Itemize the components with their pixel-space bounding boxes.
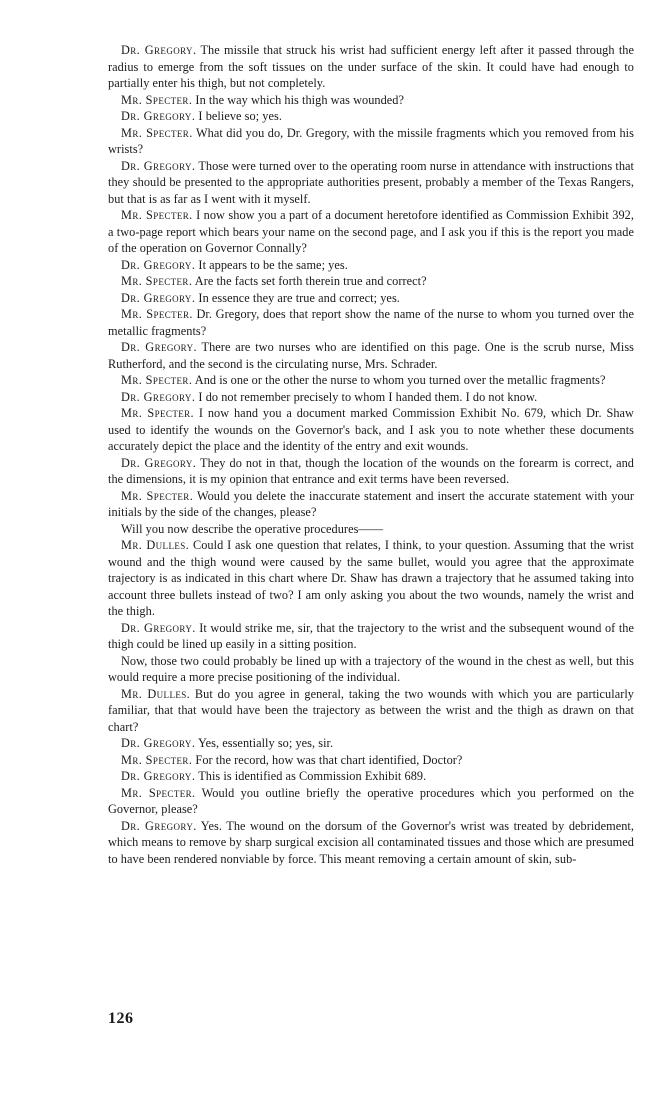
testimony-paragraph bbox=[108, 405, 634, 455]
testimony-text: I now hand you a document marked Commission Exhibit No. 679, which Dr. Shaw used to identify the wounds on the Governor's back, and I ask you to note whether these documents accurately depict the place and the identity of the entry and exit wounds. bbox=[108, 406, 634, 453]
testimony-text: What did you do, Dr. Gregory, with the missile fragments which you removed from his wrists? bbox=[108, 125, 634, 156]
speaker-name: Mr. Specter. bbox=[121, 752, 193, 767]
testimony-text: For the record, how was that chart identified, Doctor? bbox=[192, 752, 463, 767]
testimony-paragraph bbox=[108, 455, 634, 488]
testimony-paragraph bbox=[108, 735, 634, 752]
speaker-name: Mr. Specter. bbox=[121, 785, 196, 800]
testimony-paragraph bbox=[108, 620, 634, 653]
speaker-name: Mr. Specter. bbox=[121, 406, 195, 420]
speaker-name: Mr. Specter. bbox=[121, 208, 193, 222]
speaker-name: Mr. Dulles. bbox=[121, 686, 191, 701]
testimony-text: Are the facts set forth therein true and correct? bbox=[192, 274, 427, 288]
testimony-paragraph bbox=[108, 686, 634, 736]
testimony-paragraph bbox=[108, 158, 634, 208]
testimony-text: I now show you a part of a document heretofore identified as Commission Exhibit 392, a two-page report which bears your name on the second page, and I ask you if this is the report you made of the operation on Governor Connally? bbox=[108, 208, 634, 255]
speaker-name: Mr. Specter. bbox=[121, 488, 194, 503]
testimony-paragraph bbox=[108, 92, 634, 109]
speaker-name: Dr. Gregory. bbox=[121, 290, 196, 305]
testimony-text: They do not in that, though the location of the wounds on the forearm is correct, and the dimensions, it is my opinion that entrance and exit terms have been reversed. bbox=[108, 455, 634, 486]
testimony-text: But do you agree in general, taking the two wounds with which you are particularly familiar, that that would have been the trajectory as between the wrist and the thigh as drawn on that chart? bbox=[108, 686, 635, 734]
testimony-paragraph bbox=[108, 785, 634, 818]
testimony-text: This is identified as Commission Exhibit 689. bbox=[195, 769, 427, 783]
speaker-name: Mr. Specter. bbox=[121, 373, 193, 387]
testimony-paragraph bbox=[108, 125, 634, 158]
speaker-name: Dr. Gregory. bbox=[121, 818, 197, 833]
speaker-name: Mr. Specter. bbox=[121, 307, 193, 321]
speaker-name: Mr. Specter. bbox=[121, 92, 193, 107]
testimony-paragraph bbox=[108, 257, 634, 274]
testimony-text: It appears to be the same; yes. bbox=[195, 257, 348, 272]
testimony-text: Could I ask one question that relates, I think, to your question. Assuming that the wrist wound and the thigh wound were caused by the same bullet, would you agree that the approximate trajectory is as indicated in this chart where Dr. Shaw has drawn a trajectory that he assumed taking into account three bullets instead of two? I am only asking you about the two wounds, namely the wrist and the thigh. bbox=[108, 538, 634, 618]
speaker-name: Mr. Specter. bbox=[121, 274, 193, 288]
testimony-text: And is one or the other the nurse to whom you turned over the metallic fragments? bbox=[192, 373, 606, 387]
testimony-paragraph bbox=[108, 389, 634, 406]
testimony-text: Will you now describe the operative procedures—— bbox=[121, 521, 384, 536]
testimony-text: Yes, essentially so; yes, sir. bbox=[195, 736, 334, 750]
transcript-page bbox=[108, 42, 634, 867]
speaker-name: Dr. Gregory. bbox=[121, 158, 196, 173]
speaker-name: Dr. Gregory. bbox=[121, 257, 196, 272]
testimony-paragraph bbox=[108, 207, 634, 257]
testimony-paragraph bbox=[108, 273, 634, 290]
testimony-text: I do not remember precisely to whom I handed them. I do not know. bbox=[195, 389, 538, 404]
testimony-paragraph bbox=[108, 537, 634, 620]
speaker-name: Dr. Gregory. bbox=[121, 340, 197, 354]
testimony-text: Now, those two could probably be lined up with a trajectory of the wound in the chest as well, but this would require a more precise positioning of the individual. bbox=[108, 653, 634, 684]
testimony-text: I believe so; yes. bbox=[195, 109, 282, 123]
testimony-text: Yes. The wound on the dorsum of the Governor's wrist was treated by debridement, which means to remove by sharp surgical excision all contaminated tissues and those which are presumed to have been rendered nonviable by force. This meant removing a certain amount of skin, sub- bbox=[108, 818, 634, 866]
testimony-paragraph bbox=[108, 521, 634, 538]
testimony-paragraph bbox=[108, 108, 634, 125]
testimony-text: Would you delete the inaccurate statement and insert the accurate statement with your initials by the side of the changes, please? bbox=[108, 488, 634, 519]
testimony-text: Dr. Gregory, does that report show the name of the nurse to whom you turned over the metallic fragments? bbox=[108, 307, 634, 338]
page-number: 126 bbox=[108, 1010, 134, 1027]
testimony-text: In the way which his thigh was wounded? bbox=[192, 92, 405, 107]
testimony-paragraph bbox=[108, 818, 634, 868]
testimony-paragraph bbox=[108, 42, 634, 92]
speaker-name: Dr. Gregory. bbox=[121, 620, 196, 635]
testimony-text: The missile that struck his wrist had sufficient energy left after it passed through the radius to emerge from the soft tissues on the under surface of the skin. It could have had enough to partially enter his thigh, but not completely. bbox=[108, 43, 634, 90]
speaker-name: Dr. Gregory. bbox=[121, 455, 197, 470]
speaker-name: Dr. Gregory. bbox=[121, 43, 197, 57]
testimony-paragraph bbox=[108, 372, 634, 389]
testimony-paragraph bbox=[108, 290, 634, 307]
speaker-name: Mr. Dulles. bbox=[121, 538, 190, 552]
testimony-paragraph bbox=[108, 488, 634, 521]
speaker-name: Dr. Gregory. bbox=[121, 389, 196, 404]
speaker-name: Mr. Specter. bbox=[121, 125, 193, 140]
testimony-paragraph bbox=[108, 306, 634, 339]
testimony-text: Those were turned over to the operating room nurse in attendance with instructions that they should be presented to the appropriate authorities present, probably a member of the Texas Rangers, but that is as far as I went with it myself. bbox=[108, 158, 635, 206]
testimony-text: In essence they are true and correct; yes. bbox=[195, 290, 400, 305]
testimony-text: There are two nurses who are identified on this page. One is the scrub nurse, Miss Rutherford, and the second is the circulating nurse, Mrs. Schrader. bbox=[108, 340, 634, 371]
speaker-name: Dr. Gregory. bbox=[121, 736, 196, 750]
testimony-paragraph bbox=[108, 768, 634, 785]
testimony-paragraph bbox=[108, 653, 634, 686]
speaker-name: Dr. Gregory. bbox=[121, 109, 196, 123]
testimony-text: It would strike me, sir, that the trajectory to the wrist and the subsequent wound of the thigh could be lined up easily in a sitting position. bbox=[108, 620, 634, 651]
testimony-paragraph bbox=[108, 339, 634, 372]
speaker-name: Dr. Gregory. bbox=[121, 769, 196, 783]
testimony-paragraph bbox=[108, 752, 634, 769]
testimony-text: Would you outline briefly the operative procedures which you performed on the Governor, please? bbox=[108, 785, 634, 816]
